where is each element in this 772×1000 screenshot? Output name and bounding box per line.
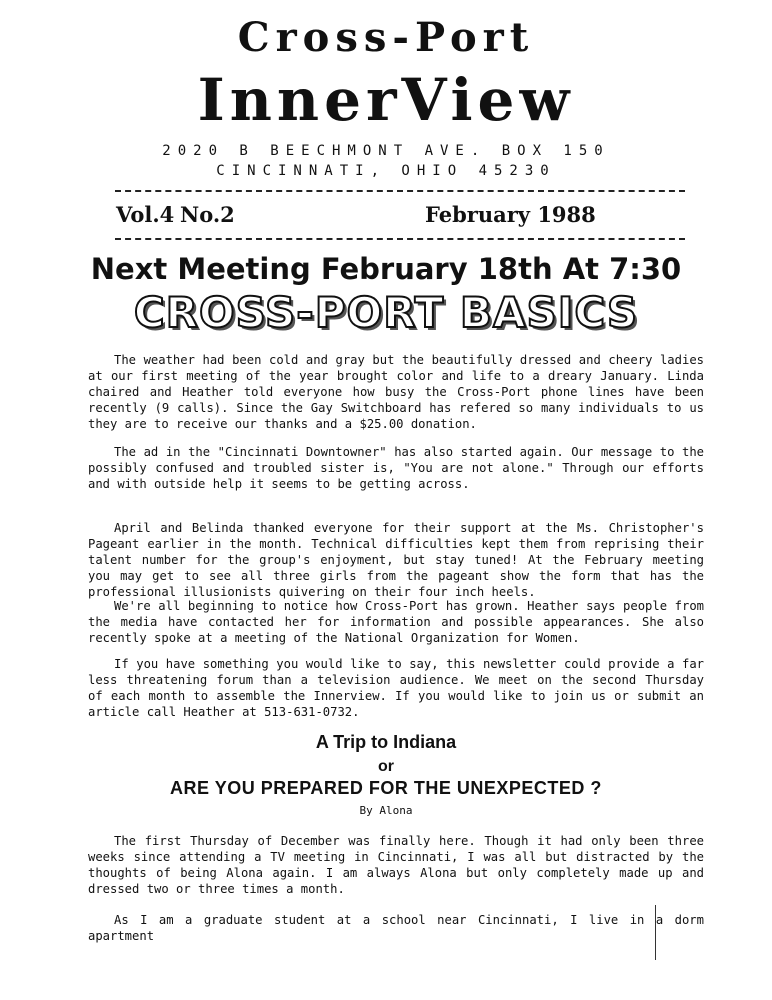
article-paragraph-2: As I am a graduate student at a school near Cincinnati, I live in a dorm apartment (88, 913, 704, 943)
paragraph-weather: The weather had been cold and gray but the beautifully dressed and cheery ladies at our first meeting of the year brought color and life to a dreary January. Linda chaired and Heather told everyone how busy the Cross-Port phone lines have been recently (9 calls). Since the Gay Switchboard has refered so many individuals to us they are to receive our thanks and a $25.00 donation. (88, 353, 704, 431)
article-title: A Trip to Indiana (315, 732, 457, 752)
issue-volume: Vol.4 (116, 202, 175, 227)
address-street: 2020 B BEECHMONT AVE. BOX 150 (162, 143, 610, 159)
issue-date: February 1988 (425, 202, 596, 227)
article-byline: By Alona (359, 804, 413, 817)
paragraph-ad: The ad in the "Cincinnati Downtowner" has also started again. Our message to the possibly confused and troubled sister is, "You are not alone." Through our efforts and with outside help it seems to be getting across. (88, 445, 704, 491)
issue-number: No.2 (180, 202, 235, 227)
article-title-or: or (378, 758, 394, 775)
address-city: CINCINNATI, OHIO 45230 (216, 163, 556, 179)
masthead-title-line2: InnerView (197, 66, 575, 134)
paragraph-pageant: April and Belinda thanked everyone for their support at the Ms. Christopher's Pageant earlier in the month. Technical difficulties kept them from reprising their talent number for the group's enjoyment, but stay tuned! At the February meeting you may get to see all three girls from the pageant show the form that has the professional illusionists quivering on their four inch heels. (88, 521, 704, 599)
paragraph-growth: We're all beginning to notice how Cross-Port has grown. Heather says people from the media have contacted her for information and possible appearances. She also recently spoke at a meeting of the National Organization for Women. (88, 599, 704, 645)
divider-bottom (115, 238, 685, 240)
article-paragraph-1: The first Thursday of December was finally here. Though it had only been three weeks since attending a TV meeting in Cincinnati, I was all but distracted by the thoughts of being Alona again. I am always Alona but only completely made up and dressed two or three times a month. (88, 834, 704, 896)
article-subtitle: ARE YOU PREPARED FOR THE UNEXPECTED ? (170, 778, 602, 798)
section-title-basics: CROSS-PORT BASICS (133, 288, 639, 337)
divider-top (115, 190, 685, 192)
masthead-title-line1: Cross-Port (237, 14, 535, 61)
paragraph-submit: If you have something you would like to say, this newsletter could provide a far less threatening forum than a television audience. We meet on the second Thursday of each month to assemble the Innerview. If you would like to join us or submit an article call Heather at 513-631-0732. (88, 657, 704, 719)
meeting-headline: Next Meeting February 18th At 7:30 (90, 252, 682, 286)
margin-mark (655, 905, 656, 960)
